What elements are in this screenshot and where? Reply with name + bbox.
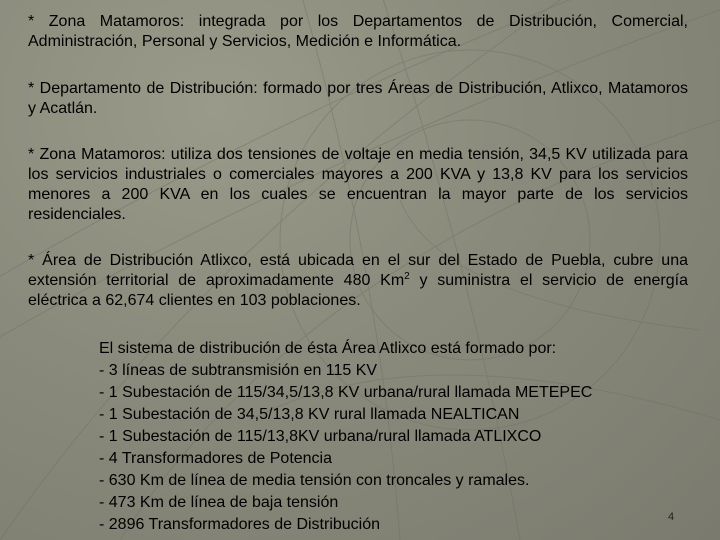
paragraph-zona-matamoros-tensiones: * Zona Matamoros: utiliza dos tensiones de voltaje en media tensión, 34,5 KV utilizada para los servicios industriales o comerciales mayores a 200 KVA y 13,8 KV para los servicios menores a 200 KVA en los cuales se encuentran la mayor parte de los servicios residenciales. xyxy=(28,146,688,223)
list-item: - 3 líneas de subtransmisión en 115 KV xyxy=(99,362,378,379)
paragraph-departamento-distribucion: * Departamento de Distribución: formado por tres Áreas de Distribución, Atlixco, Matamoros y Acatlán. xyxy=(28,80,688,117)
list-item: - 473 Km de línea de baja tensión xyxy=(99,494,339,511)
list-item: - 1 Subestación de 115/34,5/13,8 KV urbana/rural llamada METEPEC xyxy=(99,384,593,401)
sistema-distribucion-list xyxy=(99,338,679,536)
paragraph-zona-matamoros-integracion: * Zona Matamoros: integrada por los Departamentos de Distribución, Comercial, Administración, Personal y Servicios, Medición e Informática. xyxy=(28,13,688,50)
list-item: - 2896 Transformadores de Distribución xyxy=(99,516,381,533)
area-atlixco-text-before: * Área de Distribución Atlixco, está ubicada en el sur del Estado de Puebla, cubre una extensión territorial de aproximadamente 480 Km xyxy=(28,252,688,289)
paragraph-area-atlixco xyxy=(28,251,688,311)
list-item: - 1 Subestación de 115/13,8KV urbana/rural llamada ATLIXCO xyxy=(99,428,542,445)
list-heading: El sistema de distribución de ésta Área Atlixco está formado por: xyxy=(99,340,557,357)
page-number: 4 xyxy=(668,511,675,523)
area-atlixco-superscript: 2 xyxy=(404,271,410,282)
list-item: - 630 Km de línea de media tensión con troncales y ramales. xyxy=(99,472,530,489)
list-item: - 1 Subestación de 34,5/13,8 KV rural llamada NEALTICAN xyxy=(99,406,520,423)
area-atlixco-text-after: y suministra el servicio de energía eléctrica a 62,674 clientes en 103 poblaciones. xyxy=(28,272,689,309)
list-item: - 4 Transformadores de Potencia xyxy=(99,450,333,467)
